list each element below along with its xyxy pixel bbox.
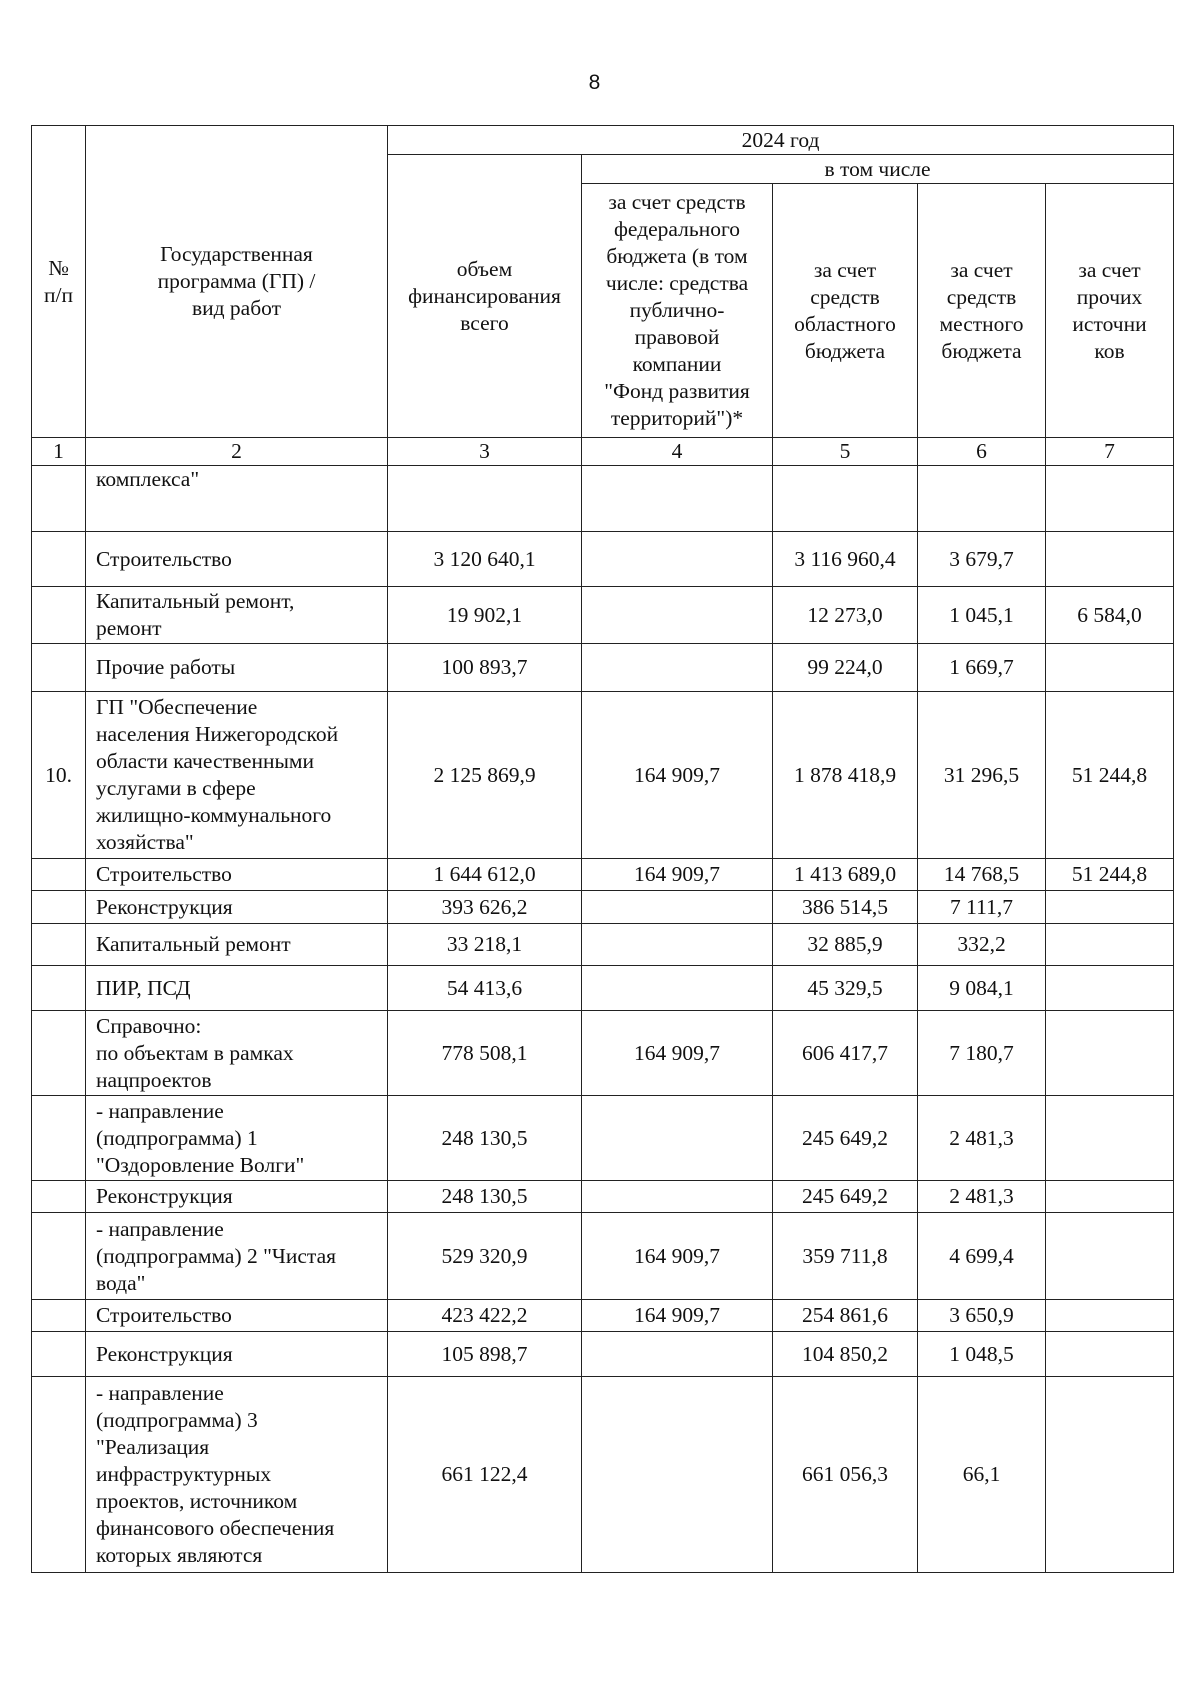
column-number: 2 (86, 438, 388, 466)
header-local: за счет средств местного бюджета (918, 184, 1046, 438)
table-row (32, 891, 1174, 924)
row-other: 6 584,0 (1046, 587, 1174, 644)
row-regional: 12 273,0 (773, 587, 918, 644)
row-federal (582, 532, 773, 587)
row-federal: 164 909,7 (582, 1300, 773, 1332)
row-regional: 32 885,9 (773, 924, 918, 966)
page-number: 8 (588, 71, 601, 94)
row-regional: 359 711,8 (773, 1213, 918, 1300)
row-local (918, 466, 1046, 532)
row-federal: 164 909,7 (582, 692, 773, 859)
row-num (32, 587, 86, 644)
row-other: 51 244,8 (1046, 692, 1174, 859)
table-row (32, 1332, 1174, 1377)
row-regional: 1 413 689,0 (773, 859, 918, 891)
table-row (32, 1011, 1174, 1096)
row-local: 7 111,7 (918, 891, 1046, 924)
header-other: за счет прочих источни ков (1046, 184, 1174, 438)
row-total: 661 122,4 (388, 1377, 582, 1573)
table-row (32, 644, 1174, 692)
row-regional: 245 649,2 (773, 1096, 918, 1181)
column-number: 1 (32, 438, 86, 466)
row-total (388, 466, 582, 532)
row-federal (582, 924, 773, 966)
row-num (32, 532, 86, 587)
row-name: Капитальный ремонт, ремонт (86, 587, 388, 644)
row-total: 54 413,6 (388, 966, 582, 1011)
row-federal (582, 1096, 773, 1181)
row-local: 1 048,5 (918, 1332, 1046, 1377)
row-name: Реконструкция (86, 891, 388, 924)
table-row (32, 966, 1174, 1011)
header-including: в том числе (582, 155, 1174, 184)
table-row (32, 859, 1174, 891)
row-total: 248 130,5 (388, 1096, 582, 1181)
row-name: Строительство (86, 532, 388, 587)
row-name: Строительство (86, 859, 388, 891)
row-total: 393 626,2 (388, 891, 582, 924)
row-federal (582, 966, 773, 1011)
row-total: 423 422,2 (388, 1300, 582, 1332)
row-total: 3 120 640,1 (388, 532, 582, 587)
row-name: Реконструкция (86, 1332, 388, 1377)
row-total: 248 130,5 (388, 1181, 582, 1213)
row-name: - направление (подпрограмма) 3 "Реализация инфраструктурных проектов, источником финансового обеспечения которых являются (86, 1377, 388, 1573)
row-regional (773, 466, 918, 532)
row-name: Справочно: по объектам в рамках нацпроектов (86, 1011, 388, 1096)
row-regional: 661 056,3 (773, 1377, 918, 1573)
row-name: Строительство (86, 1300, 388, 1332)
row-local: 9 084,1 (918, 966, 1046, 1011)
table-row (32, 587, 1174, 644)
row-other (1046, 1096, 1174, 1181)
row-name: комплекса" (86, 466, 388, 532)
row-local: 4 699,4 (918, 1213, 1046, 1300)
table-row (32, 1213, 1174, 1300)
column-number: 3 (388, 438, 582, 466)
row-name: Капитальный ремонт (86, 924, 388, 966)
row-regional: 254 861,6 (773, 1300, 918, 1332)
row-name: - направление (подпрограмма) 1 "Оздоровление Волги" (86, 1096, 388, 1181)
header-num: № п/п (32, 126, 86, 438)
table-row (32, 466, 1174, 532)
table-row (32, 692, 1174, 859)
column-number: 4 (582, 438, 773, 466)
row-other (1046, 1377, 1174, 1573)
row-local: 2 481,3 (918, 1096, 1046, 1181)
row-num (32, 466, 86, 532)
row-total: 19 902,1 (388, 587, 582, 644)
row-federal (582, 1181, 773, 1213)
row-num (32, 1332, 86, 1377)
table-row (32, 924, 1174, 966)
table-row (32, 1181, 1174, 1213)
row-name: Реконструкция (86, 1181, 388, 1213)
row-other (1046, 532, 1174, 587)
row-other: 51 244,8 (1046, 859, 1174, 891)
row-num (32, 924, 86, 966)
row-federal (582, 891, 773, 924)
row-federal: 164 909,7 (582, 859, 773, 891)
row-local: 14 768,5 (918, 859, 1046, 891)
row-num (32, 1377, 86, 1573)
row-name: ПИР, ПСД (86, 966, 388, 1011)
row-num (32, 1096, 86, 1181)
table-row (32, 532, 1174, 587)
row-total: 1 644 612,0 (388, 859, 582, 891)
row-other (1046, 1011, 1174, 1096)
row-name: Прочие работы (86, 644, 388, 692)
row-total: 33 218,1 (388, 924, 582, 966)
row-num (32, 1011, 86, 1096)
column-number: 7 (1046, 438, 1174, 466)
row-local: 3 650,9 (918, 1300, 1046, 1332)
row-local: 66,1 (918, 1377, 1046, 1573)
row-num (32, 1213, 86, 1300)
table-row (32, 1300, 1174, 1332)
row-num (32, 966, 86, 1011)
row-regional: 104 850,2 (773, 1332, 918, 1377)
row-num (32, 644, 86, 692)
row-other (1046, 924, 1174, 966)
row-other (1046, 1181, 1174, 1213)
row-federal (582, 1332, 773, 1377)
row-local: 2 481,3 (918, 1181, 1046, 1213)
row-local: 31 296,5 (918, 692, 1046, 859)
row-local: 1 669,7 (918, 644, 1046, 692)
row-num (32, 859, 86, 891)
row-num (32, 1181, 86, 1213)
row-federal (582, 644, 773, 692)
row-regional: 386 514,5 (773, 891, 918, 924)
header-federal: за счет средств федерального бюджета (в том числе: средства публично- правовой компании "Фонд развития территорий")* (582, 184, 773, 438)
row-federal: 164 909,7 (582, 1011, 773, 1096)
row-regional: 245 649,2 (773, 1181, 918, 1213)
header-regional: за счет средств областного бюджета (773, 184, 918, 438)
row-federal (582, 466, 773, 532)
row-total: 2 125 869,9 (388, 692, 582, 859)
row-local: 1 045,1 (918, 587, 1046, 644)
row-other (1046, 1213, 1174, 1300)
row-num (32, 1300, 86, 1332)
column-numbers-row (32, 438, 1174, 466)
header-total: объем финансирования всего (388, 155, 582, 438)
row-total: 529 320,9 (388, 1213, 582, 1300)
row-federal (582, 1377, 773, 1573)
header-year: 2024 год (388, 126, 1174, 155)
column-number: 5 (773, 438, 918, 466)
row-total: 105 898,7 (388, 1332, 582, 1377)
row-regional: 1 878 418,9 (773, 692, 918, 859)
row-other (1046, 466, 1174, 532)
row-other (1046, 1300, 1174, 1332)
row-total: 100 893,7 (388, 644, 582, 692)
row-name: - направление (подпрограмма) 2 "Чистая вода" (86, 1213, 388, 1300)
financing-table (31, 125, 1174, 1573)
row-local: 7 180,7 (918, 1011, 1046, 1096)
row-regional: 99 224,0 (773, 644, 918, 692)
row-regional: 606 417,7 (773, 1011, 918, 1096)
row-regional: 45 329,5 (773, 966, 918, 1011)
row-regional: 3 116 960,4 (773, 532, 918, 587)
row-federal: 164 909,7 (582, 1213, 773, 1300)
row-num (32, 891, 86, 924)
row-local: 332,2 (918, 924, 1046, 966)
row-num: 10. (32, 692, 86, 859)
row-other (1046, 891, 1174, 924)
row-name: ГП "Обеспечение населения Нижегородской области качественными услугами в сфере жилищно-коммунального хозяйства" (86, 692, 388, 859)
row-federal (582, 587, 773, 644)
row-total: 778 508,1 (388, 1011, 582, 1096)
column-number: 6 (918, 438, 1046, 466)
row-other (1046, 966, 1174, 1011)
row-local: 3 679,7 (918, 532, 1046, 587)
table-row (32, 1096, 1174, 1181)
row-other (1046, 644, 1174, 692)
row-other (1046, 1332, 1174, 1377)
header-program: Государственная программа (ГП) / вид работ (86, 126, 388, 438)
table-row (32, 1377, 1174, 1573)
